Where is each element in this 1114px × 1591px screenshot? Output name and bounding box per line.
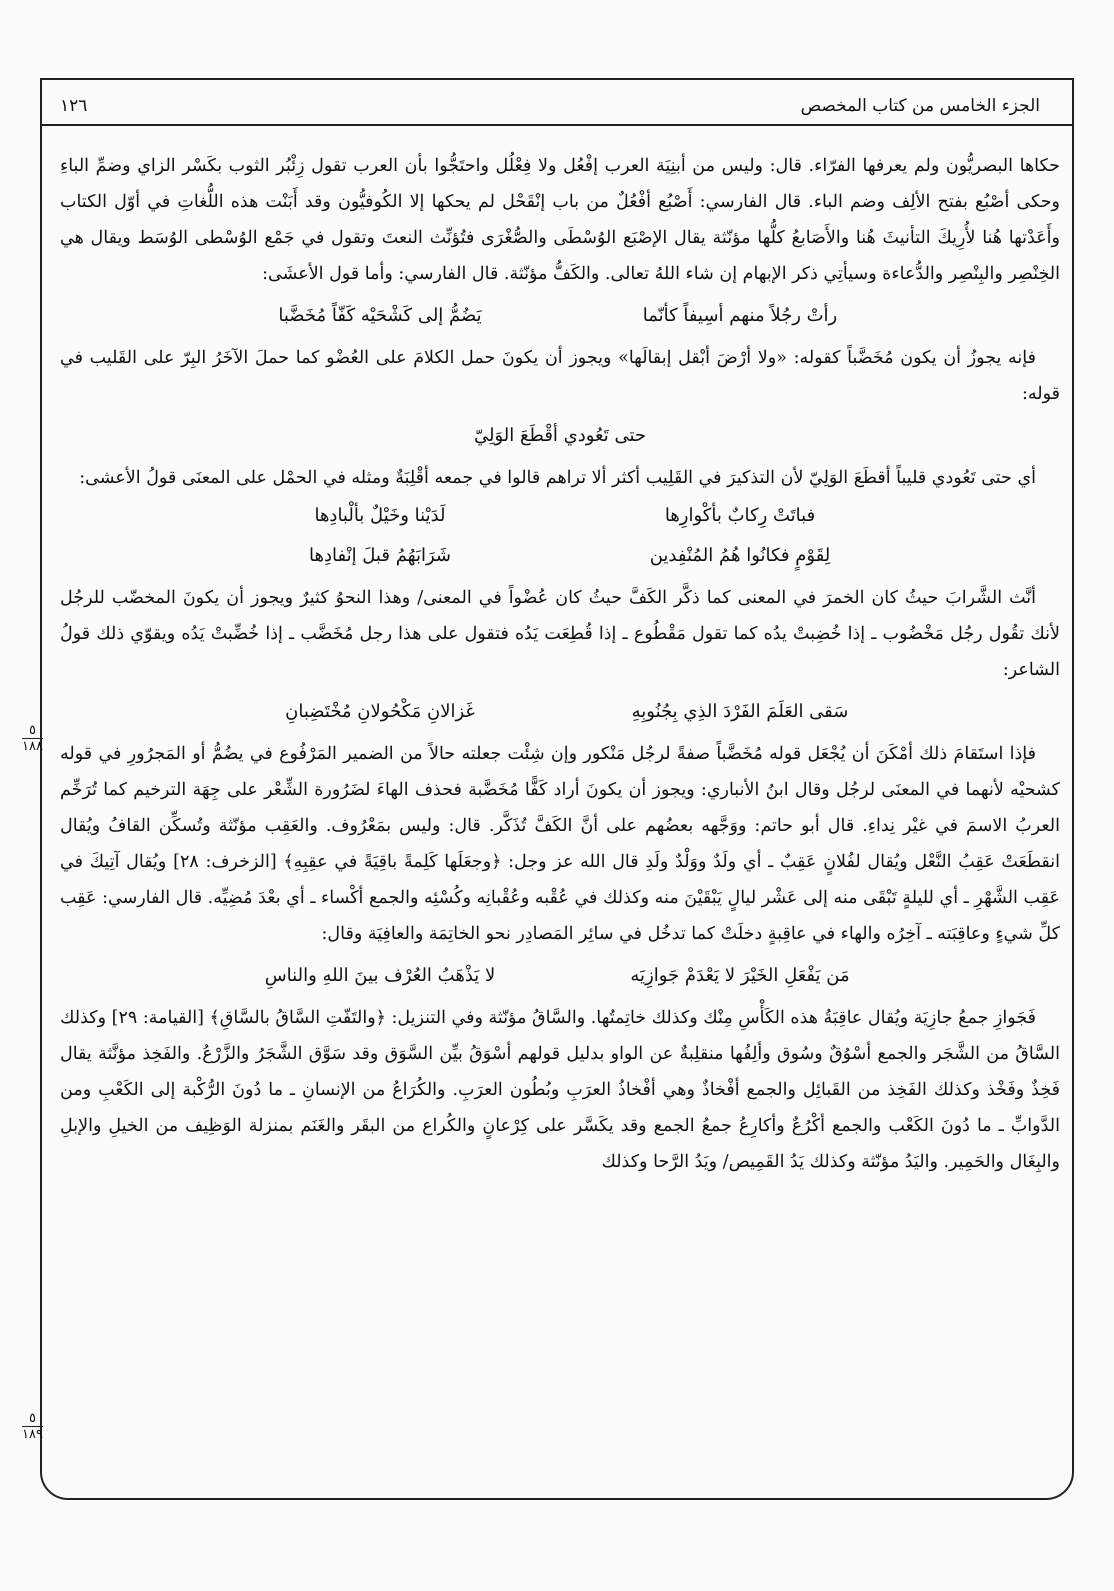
hemistich: يَضُمُّ إلى كَشْحَيْه كَفّاً مُخَضَّبا [278,305,482,326]
margin-page-ref [22,724,43,754]
page-header [60,92,1040,120]
hemistich: لِقَوْمٍ فكانُوا هُمُ المُنْفِدين [649,545,831,566]
hemistich: سَقى العَلَمَ الفَرْدَ الذِي بِجُنُوبِهِ [631,701,849,722]
header-rule [40,124,1074,126]
verse-line [60,692,1060,732]
hemistich: فباتَتْ رِكابٌ بأكْوارِها [664,505,816,526]
verse-line [60,956,1060,996]
verse-line [60,296,1060,336]
paragraph: أي حتى تَعُودي قليباً أقطَعَ الوَلِيّ لأن التذكيرَ في القَلِيب أكثر ألا تراهم قالوا في جمعه أقْلِبَةٌ ومثله في الحمْل على المعنَى قولُ الأعشى: [79,468,1036,488]
page-body [60,148,1060,1180]
margin-page: ١٨٩ [22,1427,43,1442]
hemistich: رأتْ رجُلاً منهم أسِيفاً كأنّما [642,305,838,326]
paragraph: فإنه يجوزُ أن يكون مُخَضَّباً كقوله: «ولا أرْضَ أبْقل إبقالَها» ويجوز أن يكونَ حمل الكلامَ على العُضْو كما حملَ الآخَرُ البِرّ على القَليب في قوله: [60,348,1060,404]
margin-volume: ٥ [28,723,36,738]
margin-page: ١٨٨ [22,739,43,754]
paragraph: فإذا استَقامَ ذلك أمْكَنَ أن يُجْعَل قوله مُخَضَّباً صفةً لرجُل مَنْكور وإن شِئْت جعلته حالاً من الضمير المَرْفُوع في يضُمُّ أو المَجرُورِ في قوله كشحيْه لأنهما في المعنَى لرجُل وقال ابنُ الأنباري: ويجوز أن يكونَ أراد كَفًّا مُخَضَّبة فحذف الهاءَ لضَرُورة الشِّعْر على جِهَة الترخيم كما تُرَخِّم العربُ الاسمَ في غيْر نِداءِ. قال أبو حاتم: ووَجَّهه بعضُهم على أنَّ الكَفَّ تُذَكَّر. قال: وليس بمَعْرُوف. والعَقِب مؤنّثة وتُسكِّن القافُ ويُقال انقطَعَتْ عَقِبُ النَّعْل ويُقال لفُلانٍ عَقِبٌ ـ أي ولَدٌ ووَلْدٌ ولَدِ قال الله عز وجل: ﴿وجعَلَها كَلِمةً باقِيَةً في عقِبِهِ﴾ [الزخرف: ٢٨] ويُقال آتِيكَ في عَقِب الشَّهْرِ ـ أي لليلةٍ تَبْقَى منه إلى عَشْر ليالٍ يَبْقَيْنَ منه وكذلك في عُقْبه وعُقْبانِه وكُسْئِه والجمع أكْساء ـ أي بعْدَ مُضِيِّه. قال الفارسي: عَقِب كلِّ شيءٍ وعاقِبَته ـ آخِرُه والهاء في عاقِبةٍ دخلَتْ كما تدخُل في سائِر المَصادِر نحو الخاتِمَة والعافِيَة وقال: [60,744,1061,944]
paragraph: حكاها البصريُّون ولم يعرفها الفرّاء. قال: وليس من أبنِيَة العرب إفْعُل ولا فِعْلُل واحتَجُّوا بأن العرب تقول زِئْبُر الثوب بكَسْر الزاي وضمِّ الباءِ وحكى أصْبُع بفتح الألِف وضم الباء. قال الفارسي: أَصْبُع أفْعُلٌ من باب إنْقَحْل لم يحكها إلا الكُوفيُّون وقد أَبَنْت هذه اللُّغاتِ في أوّل الكتاب وأَعَدْتها هُنا لأُرِيكَ التأنيثَ هُنا والأَصَابعُ كلُّها مؤنّثة يقال الإصْبَع الوُسْطَى والصُّغْرَى فتُؤنِّث النعتَ وتقول في جَمْع الوُسْطى الوُسَط ويقال هي الخِنْصِر والبِنْصِر والدُّعاءة وسيأتِي ذكر الإبهام إن شاء اللهُ تعالى. والكَفُّ مؤنّثة. قال الفارسي: وأما قول الأعشَى: [60,156,1060,284]
page-number: ١٢٦ [60,96,88,116]
verse-line [60,496,1060,536]
paragraph: أنَّث الشَّرابَ حيثُ كان الخمرَ في المعنى كما ذكَّر الكَفَّ حيثُ كان عُضْواً في المعنى/ وهذا النحوُ كثيرٌ ويجوز أن يكونَ المخضّب للرجُل لأنك تقُول رجُل مَخْضُوب ـ إذا خُضِبتْ يدُه كما تقول مَقْطُوع ـ إذا قُطِعَت يَدُه فتقول على هذا رجل مُخَضَّب ـ إذا خُضِّبتْ يَدُه ويقوّي ذلك قولُ الشاعر: [60,588,1060,680]
hemistich: مَن يَفْعَلِ الخَيْرَ لا يَعْدَمْ جَوازِيَه [630,965,850,986]
book-title: الجزء الخامس من كتاب المخصص [800,96,1040,116]
margin-volume: ٥ [28,1411,36,1426]
hemistich: غَزالانِ مَكْحُولانِ مُخْتَضِبانِ [285,701,475,722]
hemistich: حتى تَعُودي أقْطَعَ الوَلِيّ [473,425,647,446]
hemistich: شَرَابَهُمُ قبلَ إنْفادِها [308,545,451,566]
verse-line [60,536,1060,576]
margin-page-ref [22,1412,43,1442]
hemistich: لَدَيْنا وخَيْلٌ بألْبادِها [314,505,446,526]
paragraph: فَجَوازِ جمعُ جازِيَة ويُقال عاقِبَةُ هذه الكَأْسِ مِنْك وكذلك خاتِمتُها. والسَّاقُ مؤنّثة وفي التنزيل: ﴿والتَفّتِ السَّاقُ بالسَّاقِ﴾ [القيامة: ٢٩] وكذلك السَّاقُ من الشَّجَر والجمع أسْوُقٌ وسُوق وألِفُها منقلِبةٌ عن الواو بدليل قولهم أسْوَقُ بيِّن السَّوَق وقد سَوَّق الشَّجَرُ والزَّرْعُ. والفَخِذ مؤنَّثة يقال فَخِذٌ وفَخْذ وكذلك الفَخِذ من القَبائِل والجمع أفْخاذٌ وهي أفْخاذُ العرَبِ وبُطُون العرَبِ. والكُرَاعُ من الإنسانِ ـ ما دُونَ الرُّكْبة إلى الكَعْبِ ومن الدَّوابِّ ـ ما دُونَ الكَعْب والجمع أكْرُعٌ وأكارِعُ جمعُ الجمع وقد يكَسَّر على كِرْعانٍ والكُراع من البقَر والغَنَم بمنزلة الوَظِيف من الخيلِ والإبلِ والبِغَال والحَمِير. واليَدُ مؤنّثة وكذلك يَدُ القَمِيص/ ويَدُ الرَّحا وكذلك [60,1008,1060,1172]
hemistich: لا يَذْهَبُ العُرْف بينَ اللهِ والناسِ [264,965,496,986]
verse-line [60,416,1060,456]
